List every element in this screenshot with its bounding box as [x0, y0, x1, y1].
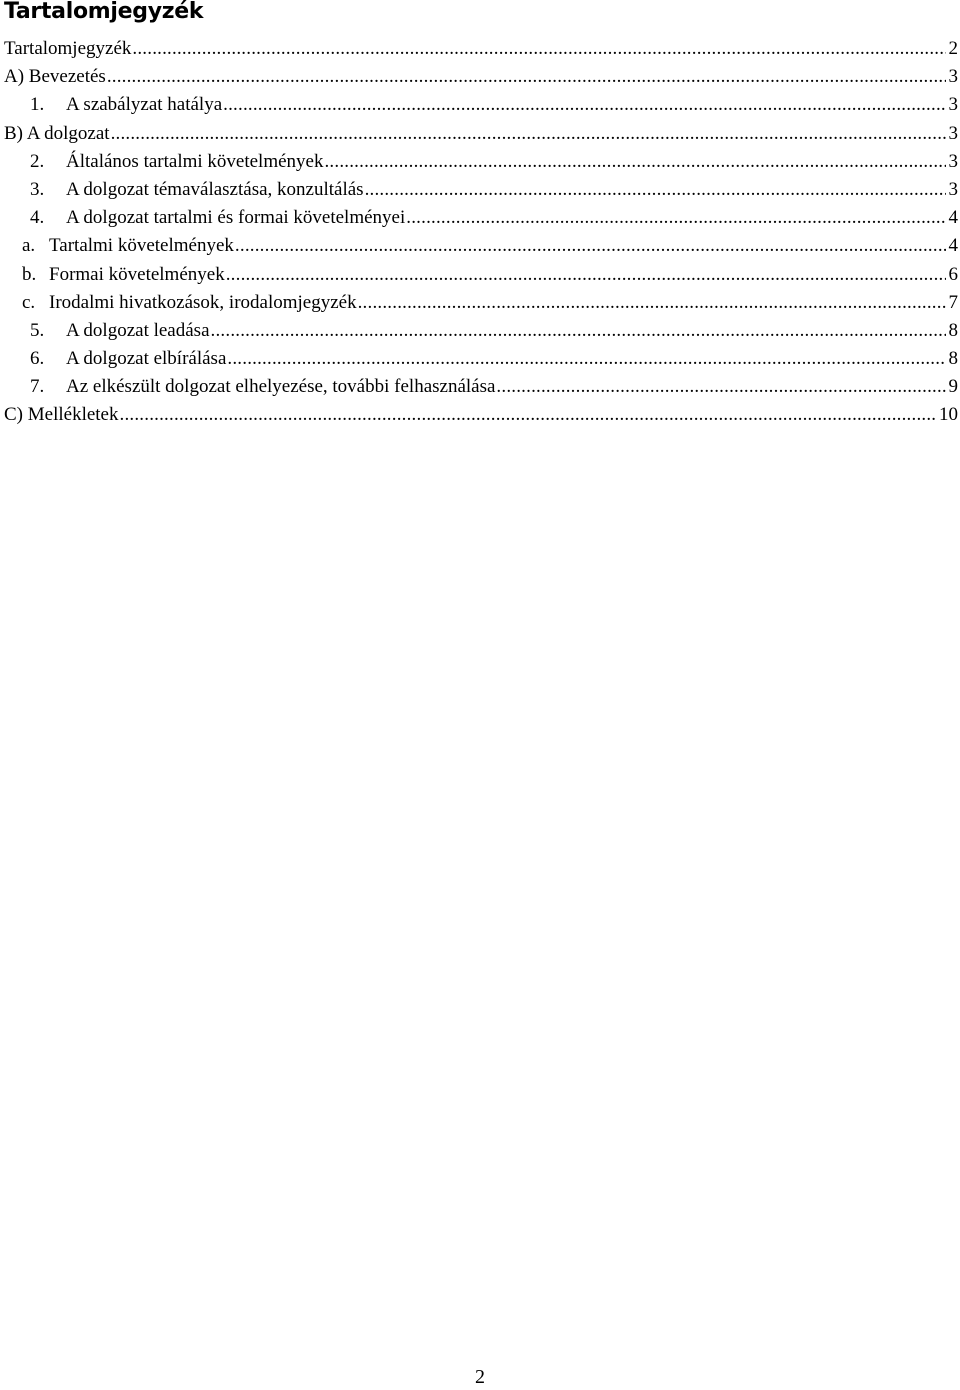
toc-entry-elhelyezese[interactable] — [4, 373, 958, 401]
toc-entry-page: 3 — [948, 122, 958, 144]
dot-leader — [111, 120, 946, 148]
toc-entry-page: 3 — [948, 94, 958, 116]
toc-entry-page: 6 — [948, 263, 958, 285]
toc-entry-number: 1. — [30, 94, 45, 116]
toc-entry-mellekletek[interactable] — [4, 401, 958, 429]
toc-entry-label: Irodalmi hivatkozások, irodalomjegyzék — [49, 291, 357, 313]
toc-entry-altalanos-tartalmi[interactable] — [4, 148, 958, 176]
dot-leader — [107, 63, 946, 91]
toc-entry-tartalmi-kovetelmenyek[interactable] — [4, 232, 958, 260]
toc-entry-label: Tartalomjegyzék — [4, 38, 132, 59]
toc-entry-number: 4. — [30, 207, 45, 229]
toc-entry-label: A dolgozat témaválasztása, konzultálás — [66, 178, 364, 200]
toc-entry-number: c. — [22, 291, 36, 313]
toc-entry-page: 4 — [948, 235, 958, 257]
toc-heading: Tartalomjegyzék — [4, 0, 204, 24]
toc-entry-number: 2. — [30, 150, 45, 172]
toc-entry-page: 3 — [948, 150, 958, 172]
toc-entry-page: 4 — [948, 207, 958, 229]
toc-entry-label: A dolgozat elbírálása — [66, 348, 227, 370]
toc-entry-page: 3 — [948, 178, 958, 200]
toc-entry-label: Formai követelmények — [49, 263, 225, 285]
dot-leader — [227, 345, 945, 373]
toc-entry-bevezetes[interactable] — [4, 63, 958, 91]
dot-leader — [406, 204, 945, 232]
toc-entry-number: b. — [22, 263, 37, 285]
dot-leader — [226, 261, 946, 289]
toc-entry-tartalomjegyzek[interactable] — [4, 35, 958, 63]
toc-entry-tartalmi-formai[interactable] — [4, 204, 958, 232]
toc-entry-page: 7 — [948, 291, 958, 313]
toc-entry-label: Általános tartalmi követelmények — [66, 150, 324, 172]
toc-entry-page: 8 — [948, 319, 958, 341]
toc-entry-label: B) A dolgozat — [4, 122, 110, 144]
toc-entry-label: Tartalmi követelmények — [49, 235, 234, 257]
toc-entry-number: 3. — [30, 178, 45, 200]
toc-entry-irodalmi-hivatkozasok[interactable] — [4, 289, 958, 317]
dot-leader — [223, 91, 945, 119]
dot-leader — [235, 232, 946, 260]
toc-entry-a-dolgozat[interactable] — [4, 120, 958, 148]
dot-leader — [211, 317, 946, 345]
dot-leader — [132, 35, 945, 63]
toc-entry-label: A) Bevezetés — [4, 66, 106, 88]
dot-leader — [358, 289, 946, 317]
dot-leader — [324, 148, 945, 176]
toc-entry-number: 6. — [30, 348, 45, 370]
toc-entry-temavalasztas[interactable] — [4, 176, 958, 204]
toc-entry-leadasa[interactable] — [4, 317, 958, 345]
dot-leader — [365, 176, 946, 204]
dot-leader — [120, 401, 937, 429]
toc-entry-number: 7. — [30, 376, 45, 398]
toc-entry-label: Az elkészült dolgozat elhelyezése, további felhasználása — [66, 376, 496, 398]
toc-entry-label: A dolgozat tartalmi és formai követelményei — [66, 207, 406, 229]
toc-entry-number: a. — [22, 235, 36, 257]
toc-entry-page: 8 — [948, 348, 958, 370]
toc-entry-label: A dolgozat leadása — [66, 319, 210, 341]
table-of-contents — [4, 35, 958, 430]
toc-entry-number: 5. — [30, 319, 45, 341]
toc-entry-label: A szabályzat hatálya — [66, 94, 223, 116]
toc-entry-label: C) Mellékletek — [4, 404, 119, 426]
toc-entry-formai-kovetelmenyek[interactable] — [4, 261, 958, 289]
toc-entry-page: 10 — [939, 404, 958, 426]
toc-entry-page: 3 — [948, 66, 958, 88]
toc-entry-elbiralasa[interactable] — [4, 345, 958, 373]
page-number: 2 — [475, 1366, 485, 1388]
toc-entry-page: 9 — [948, 376, 958, 398]
toc-entry-page: 2 — [948, 38, 958, 59]
dot-leader — [496, 373, 945, 401]
toc-entry-szabalyzat-hatalya[interactable] — [4, 91, 958, 119]
